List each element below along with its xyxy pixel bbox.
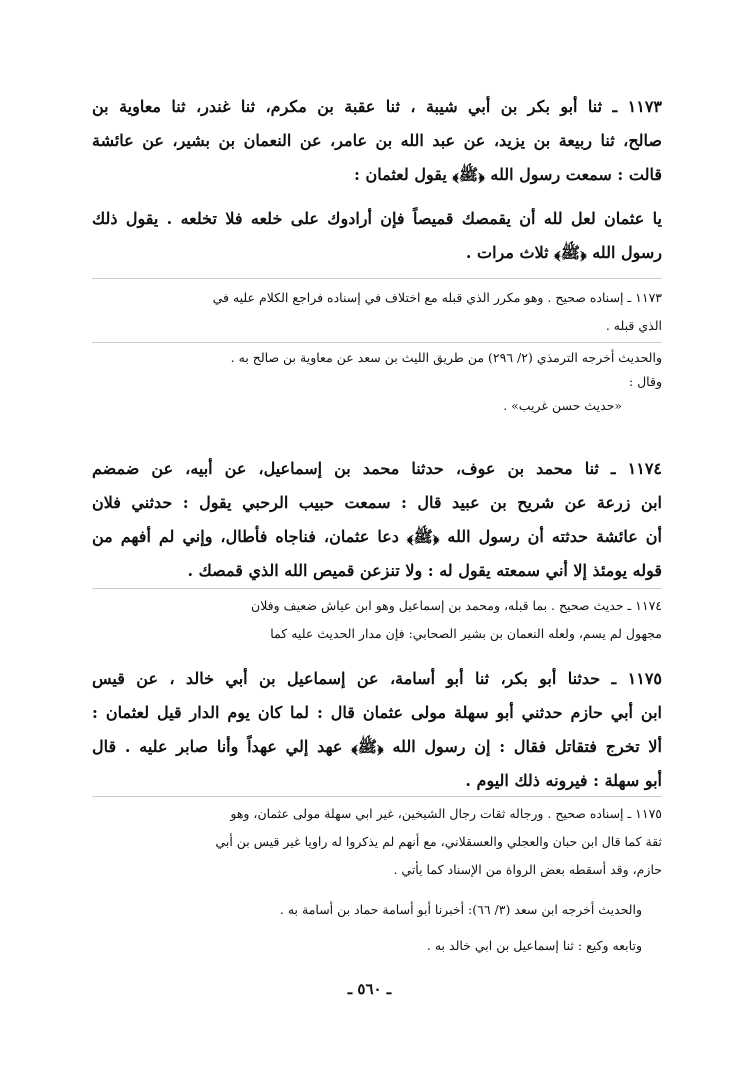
text-line: ١١٧٥ ـ إسناده صحيح . ورجاله ثقات رجال الشيخين، غير ابي سهلة مولى عثمان، وهو — [230, 806, 662, 821]
divider — [92, 796, 662, 797]
text-line: الذي قبله . — [605, 318, 662, 333]
text-line: ابن زرعة عن شريح بن عبيد قال : سمعت حبيب الرحبي يقول : حدثني فلان — [92, 493, 662, 512]
text-line: مجهول لم يسم، ولعله النعمان بن بشير الصحابي: فإن مدار الحديث عليه كما — [270, 626, 662, 641]
text-line: والحديث أخرجه ابن سعد (٣/ ٦٦): أخبرنا أبو أسامة حماد بن أسامة به . — [279, 902, 642, 917]
page-number: ـ ٥٦٠ ـ — [347, 980, 392, 998]
hadith-1173-matn — [92, 202, 662, 270]
text-line: ابن أبي حازم حدثني أبو سهلة مولى عثمان قال : لما كان يوم الدار قيل لعثمان : — [92, 703, 662, 722]
text-line: يا عثمان لعل لله أن يقمصك قميصاً فإن أرادوك على خلعه فلا تخلعه . يقول ذلك — [92, 209, 662, 228]
divider — [92, 588, 662, 589]
text-line: ثقة كما قال ابن حبان والعجلي والعسقلاني، مع أنهم لم يذكروا له راويا غير قيس بن أبي — [215, 834, 662, 849]
footnote-1174 — [92, 592, 662, 648]
text-line: حازم، وقد أسقطه بعض الرواة من الإسناد كما يأتي . — [393, 862, 662, 877]
text-line: صالح، ثنا ربيعة بن يزيد، عن عبد الله بن عامر، عن النعمان بن بشير، عن عائشة — [92, 131, 662, 150]
text-line: «حديث حسن غريب» . — [503, 398, 622, 413]
text-line: والحديث أخرجه الترمذي (٢/ ٢٩٦) من طريق الليث بن سعد عن معاوية بن صالح به . — [230, 350, 662, 365]
footnote-1175-takhrij — [92, 892, 662, 964]
divider — [92, 278, 662, 279]
text-line: ١١٧٣ ـ ثنا أبو بكر بن أبي شيبة ، ثنا عقبة بن مكرم، ثنا غندر، ثنا معاوية بن — [92, 97, 662, 116]
text-line: ١١٧٣ ـ إسناده صحيح . وهو مكرر الذي قبله مع اختلاف في إسناده فراجع الكلام عليه في — [212, 290, 662, 305]
hadith-1173 — [92, 90, 662, 192]
footnote-1173-takhrij — [92, 346, 662, 418]
text-line: ١١٧٥ ـ حدثنا أبو بكر، ثنا أبو أسامة، عن إسماعيل بن أبي خالد ، عن قيس — [92, 669, 662, 688]
text-line: أبو سهلة : فيرونه ذلك اليوم . — [465, 771, 662, 790]
text-line: أن عائشة حدثته أن رسول الله ﴿ﷺ﴾ دعا عثمان، فناجاه فأطال، وإني لم أفهم من — [92, 527, 662, 546]
text-line: ١١٧٤ ـ ثنا محمد بن عوف، حدثنا محمد بن إسماعيل، عن أبيه، عن ضمضم — [92, 459, 662, 478]
footnote-1173 — [92, 284, 662, 340]
text-line: قالت : سمعت رسول الله ﴿ﷺ﴾ يقول لعثمان : — [353, 165, 662, 184]
text-line: رسول الله ﴿ﷺ﴾ ثلاث مرات . — [465, 243, 662, 262]
text-line: وقال : — [628, 374, 662, 389]
footnote-1175 — [92, 800, 662, 884]
hadith-1175 — [92, 662, 662, 798]
hadith-1174 — [92, 452, 662, 588]
text-line: وتابعه وكيع : ثنا إسماعيل بن ابي خالد به . — [426, 938, 642, 953]
divider — [92, 342, 662, 343]
text-line: ١١٧٤ ـ حديث صحيح . بما قبله، ومحمد بن إسماعيل وهو ابن عياش ضعيف وفلان — [251, 598, 662, 613]
text-line: ألا تخرج فتقاتل فقال : إن رسول الله ﴿ﷺ﴾ عهد إلي عهداً وأنا صابر عليه . قال — [92, 737, 662, 756]
text-line: قوله يومئذ إلا أني سمعته يقول له : ولا تنزعن قميص الله الذي قمصك . — [187, 561, 662, 580]
